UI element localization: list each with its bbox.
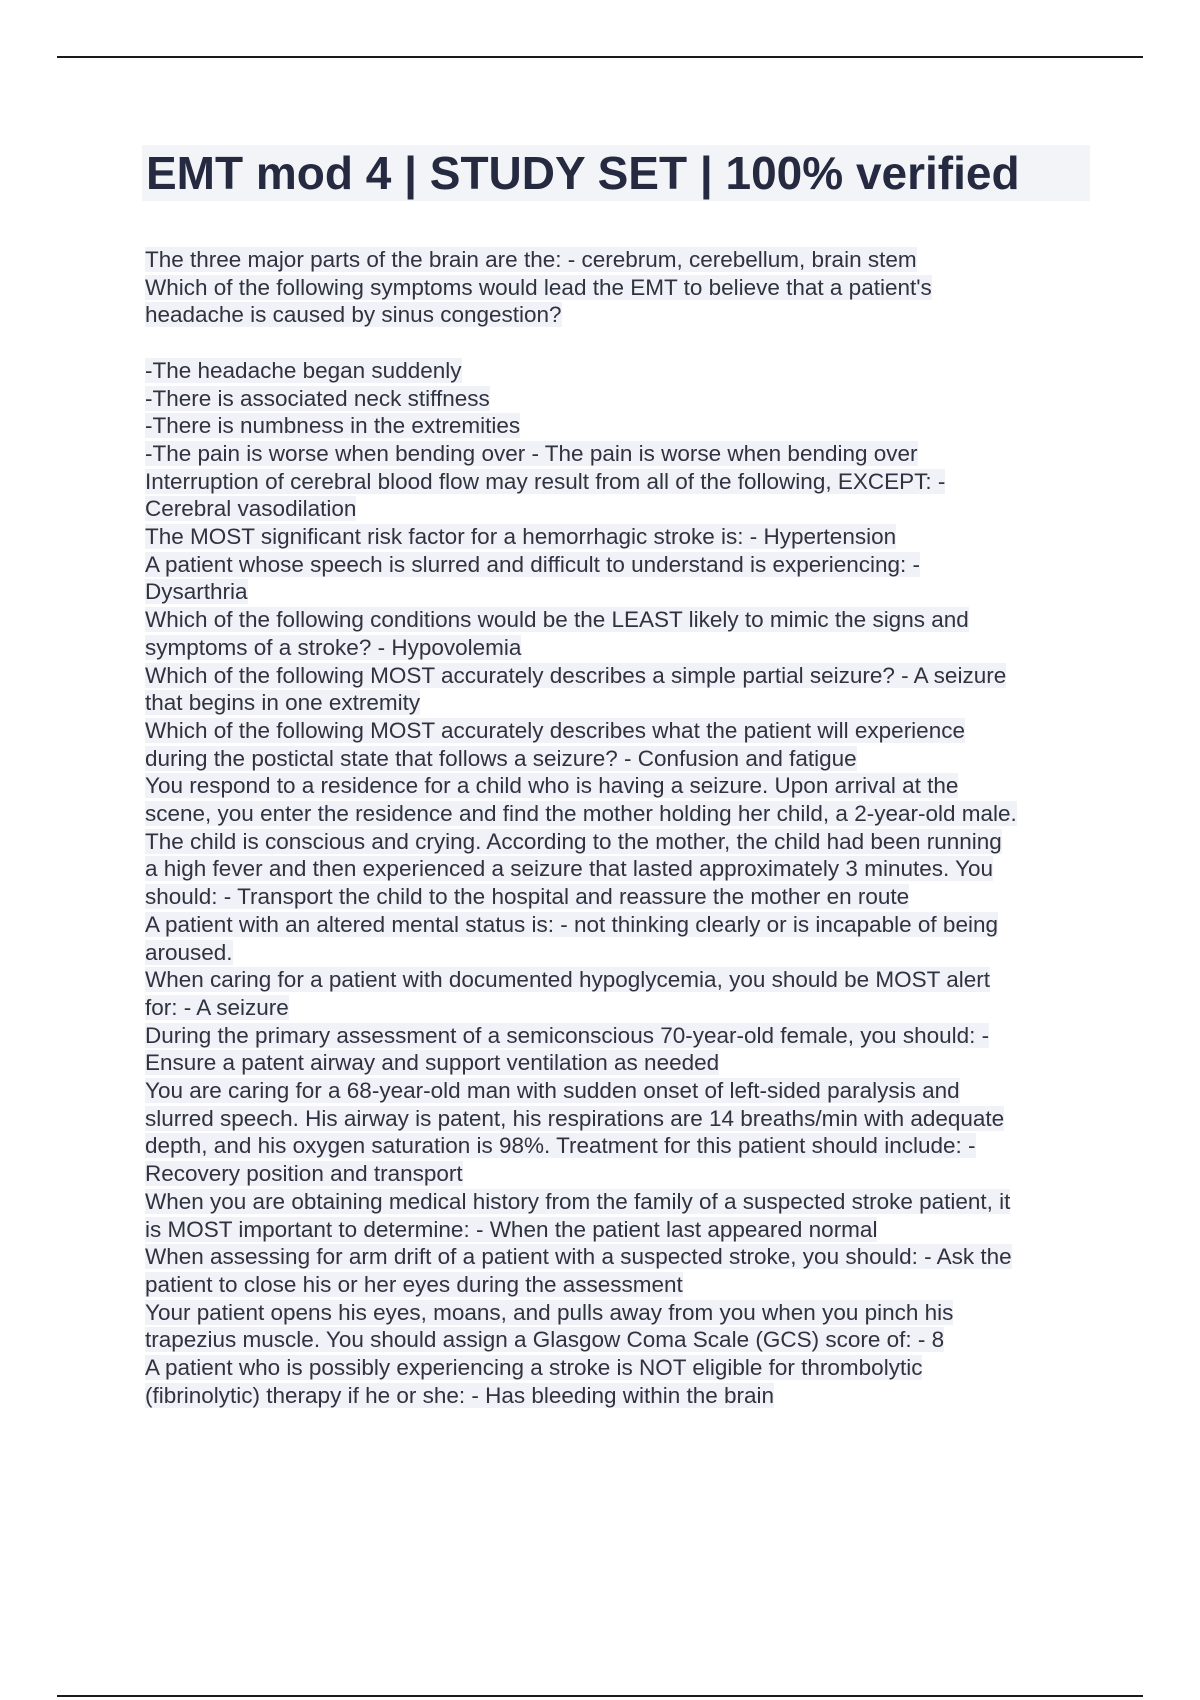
text-line-content: A patient who is possibly experiencing a stroke is NOT eligible for thrombolytic (145, 1355, 923, 1381)
text-line (145, 385, 1090, 413)
text-line-content: You respond to a residence for a child who is having a seizure. Upon arrival at the (145, 773, 959, 799)
text-line-content: during the postictal state that follows a seizure? - Confusion and fatigue (145, 745, 857, 771)
text-line (145, 994, 1090, 1022)
text-line-content: A patient whose speech is slurred and difficult to understand is experiencing: - (145, 551, 921, 577)
text-line (145, 468, 1090, 496)
text-line-content: trapezius muscle. You should assign a Glasgow Coma Scale (GCS) score of: - 8 (145, 1327, 945, 1353)
text-line-content: is MOST important to determine: - When the patient last appeared normal (145, 1216, 878, 1242)
text-line (145, 1382, 1090, 1410)
text-line (145, 1188, 1090, 1216)
text-line (145, 274, 1090, 302)
text-line (145, 911, 1090, 939)
text-line-content: The three major parts of the brain are the: - cerebrum, cerebellum, brain stem (145, 247, 917, 272)
blank-line (145, 329, 1090, 357)
text-line-content: When caring for a patient with documented hypoglycemia, you should be MOST alert (145, 967, 991, 993)
text-line-content: Your patient opens his eyes, moans, and pulls away from you when you pinch his (145, 1299, 954, 1325)
text-line (145, 1132, 1090, 1160)
footer-rule (57, 1695, 1143, 1697)
document-body (145, 246, 1090, 1410)
text-line (145, 634, 1090, 662)
text-line (145, 828, 1090, 856)
text-line-content: The child is conscious and crying. According to the mother, the child had been running (145, 828, 1002, 854)
text-line-content: When you are obtaining medical history from the family of a suspected stroke patient, it (145, 1188, 1011, 1214)
text-line (145, 246, 1090, 274)
text-line (145, 883, 1090, 911)
text-line-content: Cerebral vasodilation (145, 496, 357, 522)
text-line (145, 1271, 1090, 1299)
text-line (145, 1326, 1090, 1354)
text-line-content: During the primary assessment of a semiconscious 70-year-old female, you should: - (145, 1022, 990, 1048)
text-line (145, 745, 1090, 773)
text-line (145, 939, 1090, 967)
text-line-content: symptoms of a stroke? - Hypovolemia (145, 634, 522, 660)
text-line (145, 689, 1090, 717)
text-line (145, 717, 1090, 745)
text-line-content: When assessing for arm drift of a patient with a suspected stroke, you should: - Ask the (145, 1244, 1012, 1270)
text-line-content: -There is numbness in the extremities (145, 413, 521, 439)
document-title: EMT mod 4 | STUDY SET | 100% verified (146, 147, 1020, 199)
text-line (145, 1243, 1090, 1271)
text-line (145, 1049, 1090, 1077)
text-line-content: a high fever and then experienced a seizure that lasted approximately 3 minutes. You (145, 856, 994, 882)
text-line (145, 412, 1090, 440)
text-line-content: headache is caused by sinus congestion? (145, 302, 562, 328)
text-line-content: Which of the following symptoms would lead the EMT to believe that a patient's (145, 274, 932, 300)
text-line (145, 1354, 1090, 1382)
text-line-content: Which of the following MOST accurately describes what the patient will experience (145, 717, 965, 743)
text-line (145, 440, 1090, 468)
text-line (145, 606, 1090, 634)
text-line-content: Which of the following MOST accurately describes a simple partial seizure? - A seizure (145, 662, 1007, 688)
text-line-content: Which of the following conditions would be the LEAST likely to mimic the signs and (145, 607, 969, 633)
text-line (145, 1299, 1090, 1327)
text-line-content: Interruption of cerebral blood flow may result from all of the following, EXCEPT: - (145, 468, 946, 494)
text-line-content: (fibrinolytic) therapy if he or she: - Has bleeding within the brain (145, 1382, 775, 1408)
text-line-content: patient to close his or her eyes during the assessment (145, 1272, 683, 1297)
text-line (145, 578, 1090, 606)
text-line-content: for: - A seizure (145, 994, 289, 1020)
text-line-content: You are caring for a 68-year-old man with sudden onset of left-sided paralysis and (145, 1078, 960, 1104)
text-line (145, 1160, 1090, 1188)
text-line (145, 662, 1090, 690)
text-line (145, 495, 1090, 523)
text-line (145, 966, 1090, 994)
text-line-content: -There is associated neck stiffness (145, 385, 490, 411)
text-line (145, 357, 1090, 385)
text-line-content: Ensure a patent airway and support ventilation as needed (145, 1050, 720, 1076)
text-line-content: scene, you enter the residence and find the mother holding her child, a 2-year-old male. (145, 801, 1017, 827)
text-line-content: A patient with an altered mental status is: - not thinking clearly or is incapable of being (145, 911, 998, 937)
text-line (145, 1077, 1090, 1105)
text-line-content: slurred speech. His airway is patent, his respirations are 14 breaths/min with adequate (145, 1105, 1005, 1131)
text-line-content: aroused. (145, 939, 233, 965)
text-line (145, 523, 1090, 551)
text-line (145, 800, 1090, 828)
text-line-content: that begins in one extremity (145, 690, 421, 716)
text-line (145, 551, 1090, 579)
text-line (145, 1022, 1090, 1050)
header-rule (57, 56, 1143, 58)
text-line-content: should: - Transport the child to the hospital and reassure the mother en route (145, 884, 910, 910)
text-line-content: Dysarthria (145, 579, 248, 605)
text-line-content: depth, and his oxygen saturation is 98%. Treatment for this patient should include: - (145, 1133, 976, 1159)
text-line (145, 1216, 1090, 1244)
text-line (145, 1105, 1090, 1133)
text-line-content: Recovery position and transport (145, 1161, 463, 1187)
text-line-content: The MOST significant risk factor for a hemorrhagic stroke is: - Hypertension (145, 524, 897, 550)
text-line (145, 855, 1090, 883)
text-line-content: -The headache began suddenly (145, 357, 462, 383)
text-line (145, 772, 1090, 800)
text-line-content: -The pain is worse when bending over - The pain is worse when bending over (145, 440, 918, 466)
text-line (145, 301, 1090, 329)
